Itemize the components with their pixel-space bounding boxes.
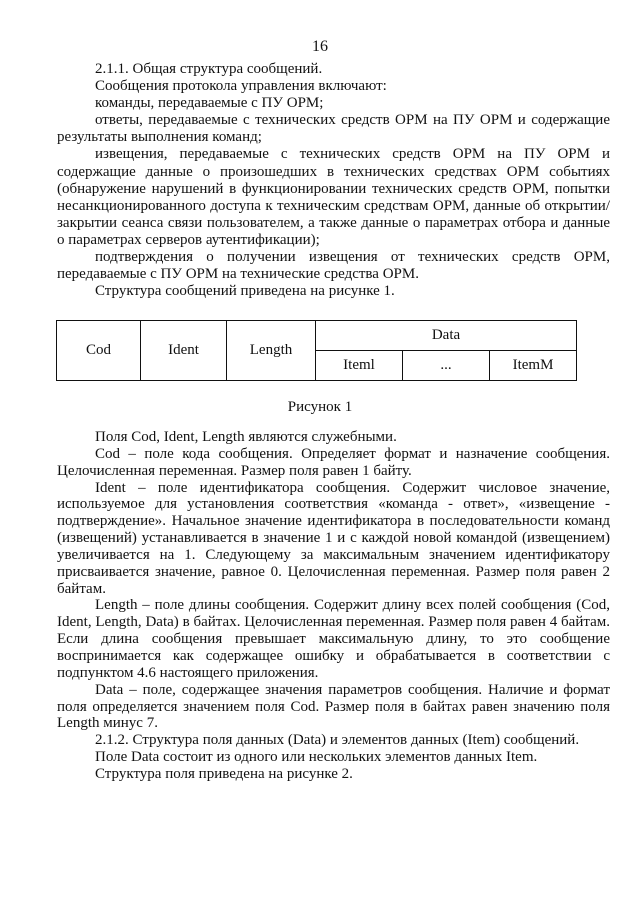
- page-number: 16: [312, 38, 328, 55]
- paragraph-ident: Ident – поле идентификатора сообщения. Содержит числовое значение, используемое для установления соответствия «команда - ответ», «извещение - подтверждение». Начальное значение идентификатора в последовательности команд (извещений) устанавливается в значение 1 и с каждой новой командой (извещением) увеличивается на 1. Следующему за максимальным значением идентификатору присваивается значение, равное 0. Целочисленная переменная. Размер поля равен 2 байтам.: [57, 479, 610, 597]
- cell-cod: Cod: [57, 321, 141, 381]
- list-item: подтверждения о получении извещения от технических средств ОРМ, передаваемые с ПУ ОРМ на технические средства ОРМ.: [57, 249, 610, 283]
- figure-caption: Рисунок 1: [287, 399, 353, 415]
- cell-item1: Iteml: [316, 351, 403, 381]
- cell-length: Length: [227, 321, 316, 381]
- paragraph: Структура сообщений приведена на рисунке 1.: [95, 283, 395, 300]
- intro-section: [57, 61, 610, 300]
- paragraph: Поле Data состоит из одного или нескольких элементов данных Item.: [95, 749, 538, 766]
- paragraph-data: Data – поле, содержащее значения параметров сообщения. Наличие и формат поля определяется значением поля Cod. Размер поля в байтах равен значению поля Length минус 7.: [57, 681, 610, 732]
- paragraph-cod: Cod – поле кода сообщения. Определяет формат и назначение сообщения. Целочисленная переменная. Размер поля равен 1 байту.: [57, 445, 610, 479]
- paragraph-length: Length – поле длины сообщения. Содержит длину всех полей сообщения (Cod, Ident, Length, Data) в байтах. Целочисленная переменная. Размер поля равен 4 байтам. Если длина сообщения превышает максимальную длину, то это сообщение воспринимается как содержащее ошибку и обрабатывается в соответствии с подпунктом 4.6 настоящего приложения.: [57, 597, 610, 681]
- message-structure-table: [56, 320, 577, 381]
- list-item: ответы, передаваемые с технических средств ОРМ на ПУ ОРМ и содержащие результаты выполнения команд;: [57, 112, 610, 146]
- field-description-section: [57, 429, 610, 783]
- cell-data: Data: [316, 321, 577, 351]
- cell-itemM: ItemM: [490, 351, 577, 381]
- paragraph: Поля Cod, Ident, Length являются служебными.: [95, 429, 397, 445]
- paragraph: Сообщения протокола управления включают:: [95, 78, 387, 95]
- cell-ellipsis: ...: [403, 351, 490, 381]
- section-heading: 2.1.2. Структура поля данных (Data) и элементов данных (Item) сообщений.: [95, 732, 580, 749]
- paragraph: Структура поля приведена на рисунке 2.: [95, 765, 353, 782]
- list-item: команды, передаваемые с ПУ ОРМ;: [95, 95, 324, 112]
- cell-ident: Ident: [141, 321, 227, 381]
- list-item: извещения, передаваемые с технических средств ОРМ на ПУ ОРМ и содержащие данные о произошедших в технических средствах ОРМ событиях (обнаружение нарушений в функционировании технических средств ОРМ, попытки несанкционированного доступа к техническим средствам ОРМ, данные об открытии/закрытии сеанса связи пользователем, а также данные о параметрах отбора и данные о параметрах серверов аутентификации);: [57, 146, 610, 248]
- section-heading: 2.1.1. Общая структура сообщений.: [95, 61, 323, 77]
